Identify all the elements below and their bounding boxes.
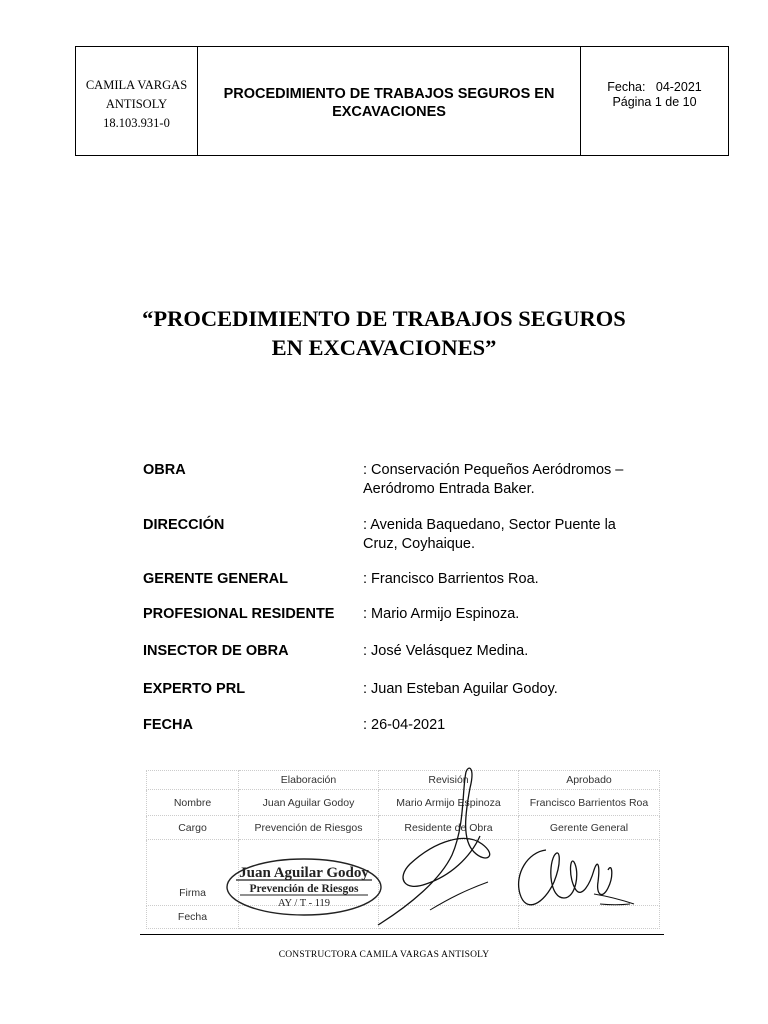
info-label: GERENTE GENERAL xyxy=(143,571,289,587)
info-label: EXPERTO PRL xyxy=(143,681,246,697)
company-name-line-1: CAMILA VARGAS xyxy=(85,78,188,92)
table-cell: Juan Aguilar Godoy xyxy=(239,790,379,816)
table-cell: Firma xyxy=(147,840,239,906)
info-value-line: : Avenida Baquedano, Sector Puente la xyxy=(363,517,616,533)
header-title xyxy=(197,47,580,155)
header-title-line-1: PROCEDIMIENTO DE TRABAJOS SEGUROS EN xyxy=(223,86,555,102)
table-cell: Cargo xyxy=(147,816,239,840)
header-date: Fecha: 04-2021 xyxy=(607,80,702,94)
footer-divider xyxy=(140,934,664,935)
signature-aprobado xyxy=(510,832,640,924)
document-header xyxy=(75,46,729,156)
signature-revision xyxy=(370,760,520,932)
stamp-line-3: AY / T - 119 xyxy=(277,898,331,909)
main-title xyxy=(100,304,668,362)
table-header-cell: Aprobado xyxy=(519,771,660,790)
info-value xyxy=(363,516,663,554)
table-cell: Gerente General xyxy=(519,816,660,840)
table-header-cell xyxy=(147,771,239,790)
table-cell: Mario Armijo Espinoza xyxy=(379,790,519,816)
info-label: FECHA xyxy=(143,717,193,733)
info-value: : Francisco Barrientos Roa. xyxy=(363,571,539,587)
table-header-cell: Revisión xyxy=(379,771,519,790)
info-label: OBRA xyxy=(143,462,186,478)
info-value: : José Velásquez Medina. xyxy=(363,643,529,659)
info-label: INSECTOR DE OBRA xyxy=(143,643,289,659)
main-title-line-2: EN EXCAVACIONES” xyxy=(271,335,497,360)
header-page: Página 1 de 10 xyxy=(612,95,697,109)
header-meta xyxy=(580,47,728,155)
table-header-cell: Elaboración xyxy=(239,771,379,790)
footer-text: CONSTRUCTORA CAMILA VARGAS ANTISOLY xyxy=(278,950,490,960)
main-title-line-1: “PROCEDIMIENTO DE TRABAJOS SEGUROS xyxy=(142,306,626,331)
header-title-line-2: EXCAVACIONES xyxy=(332,104,446,120)
info-value: : Juan Esteban Aguilar Godoy. xyxy=(363,681,558,697)
stamp-line-1: Juan Aguilar Godoy xyxy=(239,865,369,881)
table-cell: Fecha xyxy=(147,906,239,929)
company-name-line-2: ANTISOLY xyxy=(105,97,168,111)
info-value-line: Aeródromo Entrada Baker. xyxy=(363,481,535,497)
info-value: : 26-04-2021 xyxy=(363,717,446,733)
info-value xyxy=(363,461,663,499)
info-value-line: Cruz, Coyhaique. xyxy=(363,536,476,552)
info-value-line: : Conservación Pequeños Aeródromos – xyxy=(363,462,624,478)
info-label: DIRECCIÓN xyxy=(143,517,225,533)
stamp-line-2: Prevención de Riesgos xyxy=(249,883,359,895)
table-cell: Prevención de Riesgos xyxy=(239,816,379,840)
company-rut: 18.103.931-0 xyxy=(103,116,170,130)
table-cell: Residente de Obra xyxy=(379,816,519,840)
table-cell: Nombre xyxy=(147,790,239,816)
stamp-seal xyxy=(224,856,384,918)
company-info xyxy=(76,47,197,155)
info-value: : Mario Armijo Espinoza. xyxy=(363,606,520,622)
table-cell: Francisco Barrientos Roa xyxy=(519,790,660,816)
info-label: PROFESIONAL RESIDENTE xyxy=(143,606,335,622)
